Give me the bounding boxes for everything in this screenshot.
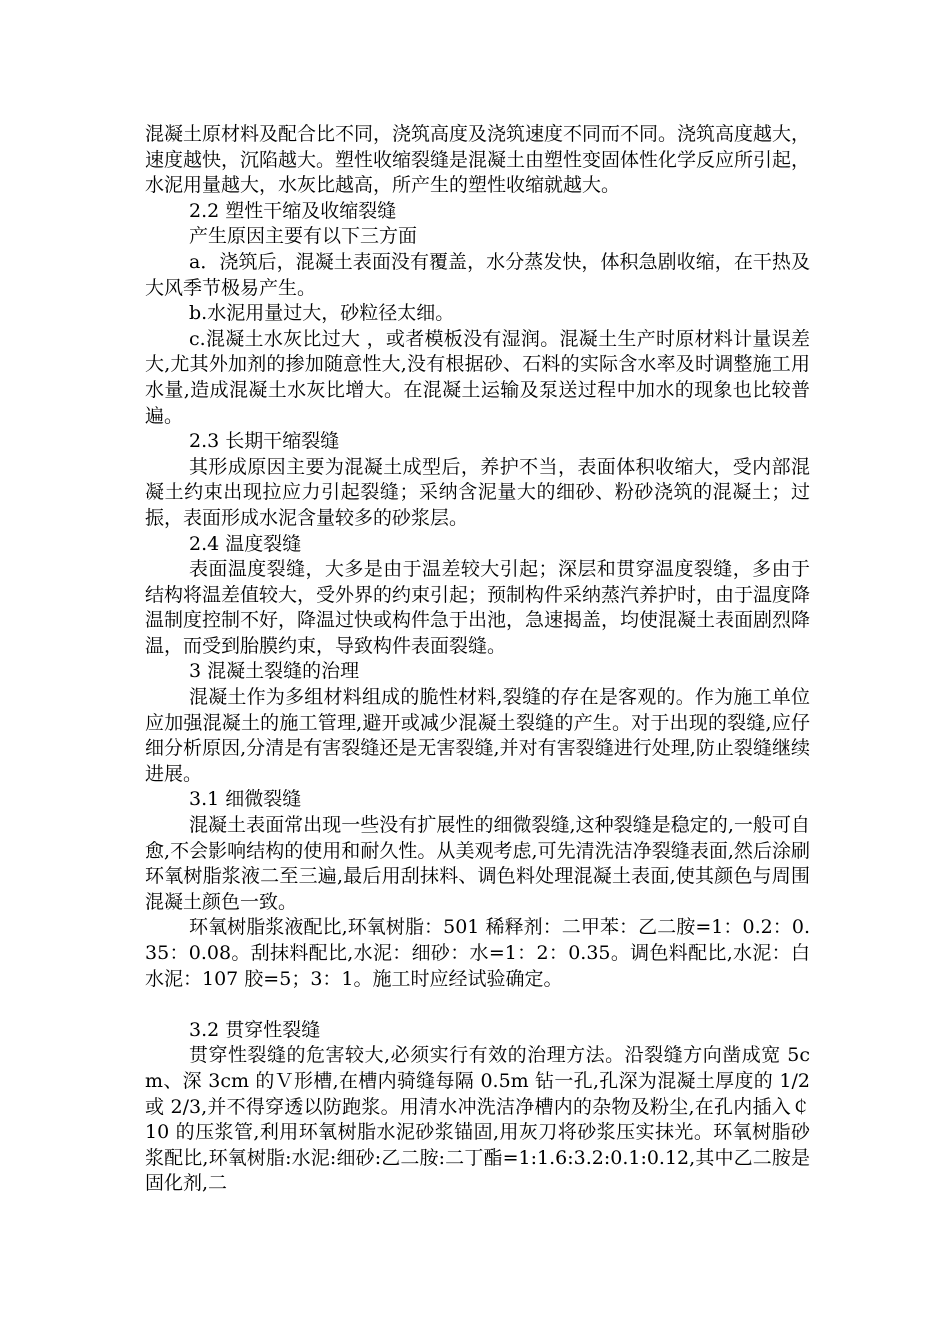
section-heading-3-2: 3.2 贯穿性裂缝 bbox=[189, 1018, 321, 1041]
paragraph-causes-intro: 产生原因主要有以下三方面 bbox=[189, 225, 418, 248]
paragraph-cause-c: c.混凝土水灰比过大 ，或者模板没有湿润。混凝土生产时原材料计量误差大,尤其外加剂的掺加随意性大,没有根据砂、石料的实际含水率及时调整施工用水量,造成混凝土水灰比增大。在混凝土运输及泵送过程中加水的现象也比较普遍。 bbox=[145, 327, 810, 427]
paragraph-fine-cracks: 混凝土表面常出现一些没有扩展性的细微裂缝,这种裂缝是稳定的,一般可自愈,不会影响结构的使用和耐久性。从美观考虑,可先清洗洁净裂缝表面,然后涂刷环氧树脂浆液二至三遍,最后用刮抹料、调色料处理混凝土表面,使其颜色与周围混凝土颜色一致。 bbox=[145, 814, 810, 913]
section-heading-3: 3 混凝土裂缝的治理 bbox=[189, 660, 360, 683]
paragraph-continuation: 混凝土原材料及配合比不同，浇筑高度及浇筑速度不同而不同。浇筑高度越大，速度越快，沉陷越大。塑性收缩裂缝是混凝土由塑性变固体性化学反应所引起，水泥用量越大，水灰比越高，所产生的塑性收缩就越大。 bbox=[145, 123, 811, 197]
paragraph-cause-a: a．浇筑后，混凝土表面没有覆盖，水分蒸发快，体积急剧收缩，在干热及大风季节极易产生。 bbox=[145, 250, 810, 299]
paragraph-epoxy-ratios: 环氧树脂浆液配比,环氧树脂：501 稀释剂：二甲苯：乙二胺=1：0.2：0.35：0.08。刮抹料配比,水泥：细砂：水=1：2：0.35。调色料配比,水泥：白水泥：107 胶=5；3：1。施工时应经试验确定。 bbox=[145, 916, 810, 990]
paragraph-crack-treatment: 混凝土作为多组材料组成的脆性材料,裂缝的存在是客观的。作为施工单位应加强混凝土的施工管理,避开或减少混凝土裂缝的产生。对于出现的裂缝,应仔细分析原因,分清是有害裂缝还是无害裂缝,并对有害裂缝进行处理,防止裂缝继续进展。 bbox=[145, 686, 810, 785]
section-heading-2-3: 2.3 长期干缩裂缝 bbox=[189, 430, 340, 453]
paragraph-through-cracks: 贯穿性裂缝的危害较大,必须实行有效的治理方法。沿裂缝方向凿成宽 5cm、深 3cm 的Ｖ形槽,在槽内骑缝每隔 0.5m 钻一孔,孔深为混凝土厚度的 1/2 或 2/3,并不得穿透以防跑浆。用清水冲洗洁净槽内的杂物及粉尘,在孔内插入￠10 的压浆管,利用环氧树脂水泥砂浆锚固,用灰刀将砂浆压实抹光。环氧树脂砂浆配比,环氧树脂:水泥:细砂:乙二胺:二丁酯=1:1.6:3.2:0.1:0.12,其中乙二胺是固化剂,二 bbox=[145, 1044, 810, 1195]
section-heading-3-1: 3.1 细微裂缝 bbox=[189, 788, 302, 811]
paragraph-cause-b: b.水泥用量过大，砂粒径太细。 bbox=[189, 302, 455, 325]
section-heading-2-2: 2.2 塑性干缩及收缩裂缝 bbox=[189, 199, 397, 222]
paragraph-long-term-shrinkage: 其形成原因主要为混凝土成型后，养护不当，表面体积收缩大，受内部混凝土约束出现拉应力引起裂缝；采纳含泥量大的细砂、粉砂浇筑的混凝土；过振，表面形成水泥含量较多的砂浆层。 bbox=[145, 455, 810, 529]
document-body bbox=[145, 122, 810, 1197]
paragraph-temperature-cracks: 表面温度裂缝，大多是由于温差较大引起；深层和贯穿温度裂缝，多由于结构将温差值较大，受外界的约束引起；预制构件采纳蒸汽养护时，由于温度降温制度控制不好，降温过快或构件急于出池，急速揭盖，均使混凝土表面剧烈降温，而受到胎膜约束，导致构件表面裂缝。 bbox=[145, 558, 811, 657]
section-heading-2-4: 2.4 温度裂缝 bbox=[189, 532, 302, 555]
